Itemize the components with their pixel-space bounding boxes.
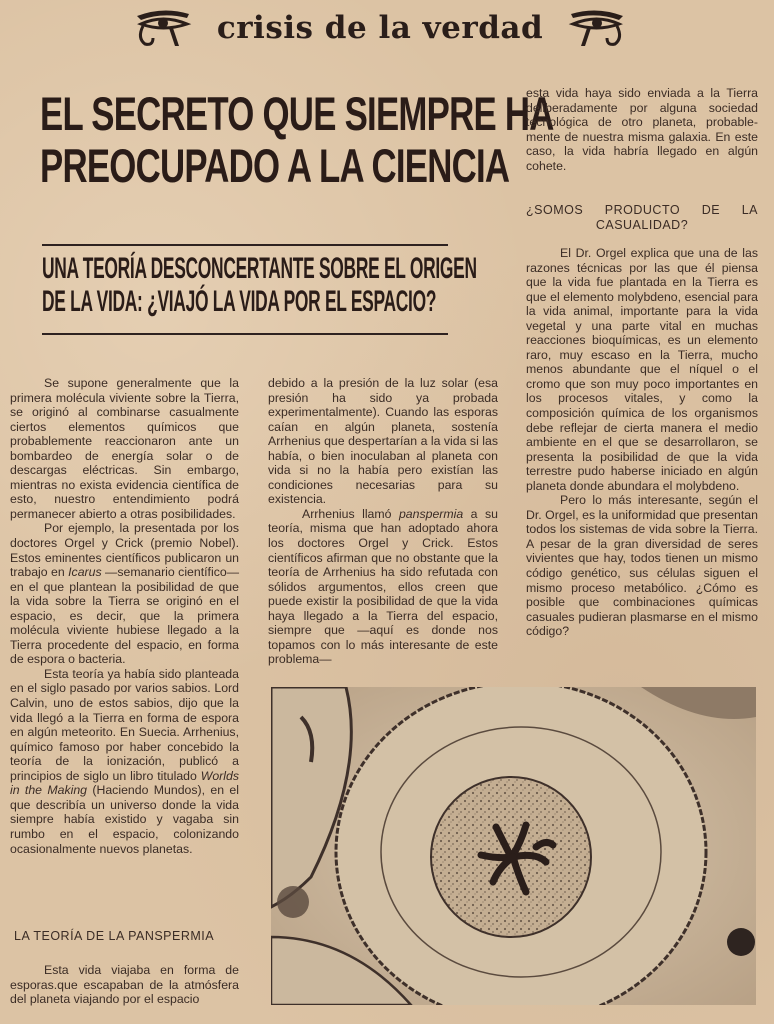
paragraph: debido a la presión de la luz solar (esa presión ha sido ya probada experimentalmente). Cuando las esporas caían en algún planeta, sostenía Arrhenius que despertarían a la vida si las había, o bien inoculaban al planeta con vida si no la había pero existían las condiciones necesarias para su existencia.	[268, 376, 498, 507]
article-column-1-end	[10, 963, 239, 1007]
paragraph: esta vida haya sido enviada a la Tierra deliberadamente por alguna sociedad tecnológica de otro planeta, probablemente de nuestra misma galaxia. En este caso, la vida habría llegado en algún cohete.	[526, 86, 758, 173]
section-heading-panspermia: LA TEORÍA DE LA PANSPERMIA	[14, 929, 215, 943]
article-column-3	[526, 86, 758, 173]
text: Esta teoría ya había sido planteada en el siglo pasado por varios sabios. Lord Calvin, uno de estos sabios, dijo que la vida llegó a la Tierra en forma de espora en algún meteorito. En Suecia. Arrhenius, químico famoso por haber concebido la teoría de la ionización, publicó a principios de siglo un libro titulado	[10, 666, 239, 783]
paragraph: Se supone generalmente que la primera molécula viviente sobre la Tierra, se originó al combinarse casualmente ciertos elementos químicos que probablemente reaccionaron ante un bombardeo de energía solar o de descargas eléctricas. Sin embargo, mientras no exista evidencia científica de esto, nuestro entendimiento podrá permanecer abierto a otras posibilidades.	[10, 376, 239, 521]
paragraph: El Dr. Orgel explica que una de las razones técnicas por las que él piensa que la vida fue plantada en la Tierra es que el elemento molybdeno, esencial para la vida animal, importante para la vida vegetal y una parte vital en muchas reacciones bioquímicas, es un elemento raro, muy escaso en la Tierra, mucho menos abundante que el níquel o el cromo que son muy poco importantes en los procesos vitales, y como la composición química de los organismos debe reflejar de cierta manera el medio ambiente en el que se desarrollaron, se presenta la posibilidad de que la vida terrestre pudo haberse iniciado en algún planeta donde abundara el molybdeno.	[526, 246, 758, 493]
text: (Haciendo Mundos), en el que describía un universo donde la vida siempre había existido y vagaba sin rumbo en el espacio, colonizando ocasionalmente nuevos planetas.	[10, 783, 239, 856]
text: Arrhenius llamó	[302, 506, 399, 521]
section-heading-line-1: ¿SOMOS PRODUCTO DE LA	[526, 203, 758, 217]
paragraph	[268, 507, 498, 667]
headline-line-1: EL SECRETO QUE SIEMPRE HA	[40, 87, 554, 140]
subheadline-line-2: DE LA VIDA: ¿VIAJÓ LA VIDA POR EL ESPACIO?	[42, 285, 437, 318]
masthead-title: crisis de la verdad	[216, 10, 544, 46]
divider	[42, 244, 448, 246]
headline	[40, 88, 554, 192]
text: Por ejemplo, la presentada por los doctores Orgel y Crick (premio Nobel). Estos eminentes científicos publicaron un trabajo en	[10, 521, 239, 580]
paragraph	[10, 521, 239, 666]
paragraph	[10, 667, 239, 856]
article-column-3-body	[526, 246, 758, 639]
article-column-2	[268, 376, 498, 667]
paragraph: Pero lo más interesante, según el Dr. Orgel, es la uniformidad que presentan todos los sistemas de vida sobre la Tierra. A pesar de la gran diversidad de seres vivientes que hay, todos tienen un mismo código genético, sus células siguen el mismo proceso metabólico. ¿Cómo es posible que combinaciones químicas casuales pudieran plasmarse en el mismo código?	[526, 493, 758, 639]
masthead	[120, 2, 640, 54]
section-heading-line-2: CASUALIDAD?	[595, 217, 689, 232]
headline-line-2: PREOCUPADO A LA CIENCIA	[40, 139, 510, 192]
subheadline-line-1: UNA TEORÍA DESCONCERTANTE SOBRE EL ORIGEN	[42, 252, 477, 285]
cell-micrograph-photo	[271, 687, 756, 1005]
text: a su teoría, misma que han adoptado ahora los doctores Orgel y Crick. Estos científicos afirman que no obstante que la teoría de Arrhenius ha sido refutada con sólidos argumentos, ellos creen que puede existir la posibilidad de que la vida haya llegado a la Tierra del espacio, siempre que —aquí es donde nos topamos con lo más interesante de este problema—	[268, 506, 498, 667]
text: —semanario científico— en el que plantean la posibilidad de que la vida sobre la Tierra se originó en el espacio, es decir, que la primera molécula viviente hubiese llegado a la Tierra procedente del espacio, en forma de espora o bacteria.	[10, 565, 239, 667]
divider	[42, 333, 448, 335]
section-heading-casualidad	[526, 203, 758, 232]
article-column-1	[10, 376, 239, 856]
eye-of-horus-icon	[567, 6, 627, 50]
book-title: Worlds in the Making	[10, 768, 239, 798]
cell-micrograph-image	[271, 687, 756, 1005]
publication-title: Icarus	[68, 565, 102, 580]
subheadline	[42, 252, 477, 318]
eye-of-horus-icon	[133, 6, 193, 50]
paragraph: Esta vida viajaba en forma de esporas.que escapaban de la atmósfera del planeta viajando por el espacio	[10, 963, 239, 1007]
term: panspermia	[398, 506, 464, 521]
